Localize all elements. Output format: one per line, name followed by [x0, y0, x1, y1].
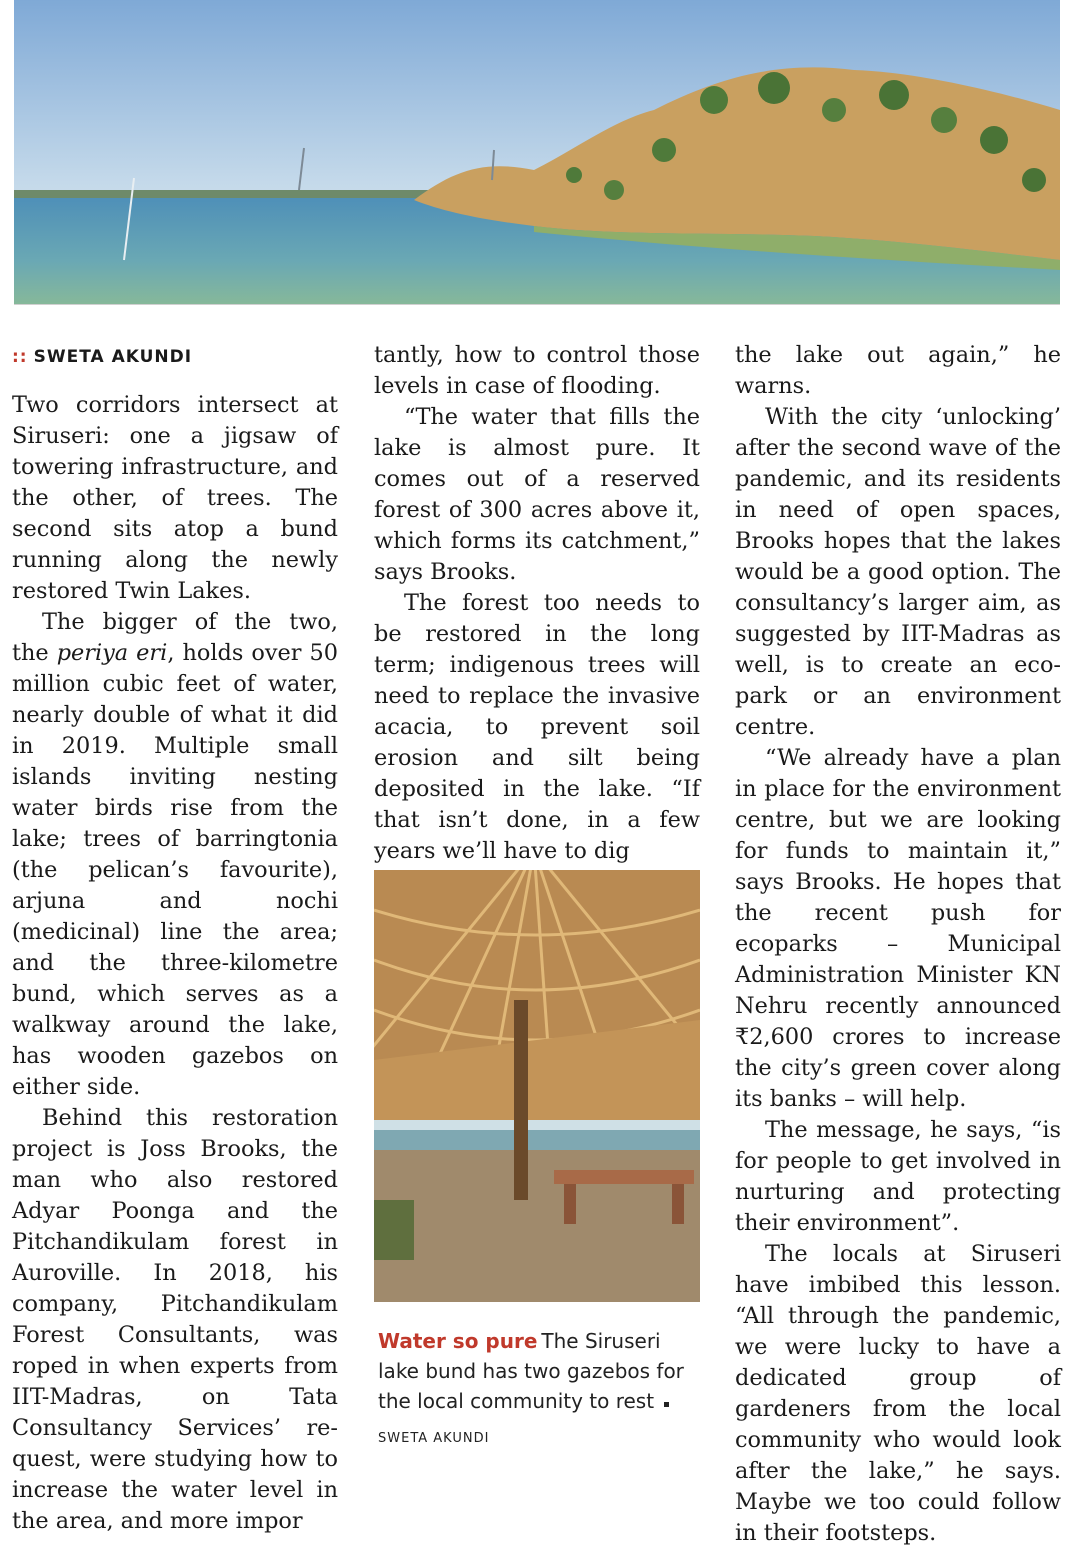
paragraph: “The water that fills the lake is almost pure. It comes out of a reserved forest of 300 acres above it, which forms its catchment,” says Brooks. — [374, 404, 700, 585]
lake-photo — [14, 0, 1060, 305]
paragraph: With the city ‘unlocking’ after the second wave of the pandemic, and its residents in need of open spaces, Brooks hopes that the lakes would be a good option. The consultancy’s larger aim, as suggested by IIT-Madras as well, is to create an eco-park or an environment centre. — [735, 404, 1061, 740]
photo-caption — [378, 1326, 698, 1454]
caption-text: The Siruseri lake bund has two gazebos for the local community to rest — [378, 1329, 684, 1413]
paragraph: tantly, how to control those levels in case of flooding. — [374, 342, 700, 399]
gazebo-photo — [374, 870, 700, 1302]
paragraph: The message, he says, “is for people to get involved in nurturing and protecting their environment”. — [735, 1117, 1061, 1236]
byline-marker: :: — [12, 347, 28, 367]
byline — [12, 346, 338, 368]
paragraph: The forest too needs to be restored in the long term; indigenous trees will need to replace the invasive acacia, to prevent soil erosion and silt being deposited in the lake. “If that isn’t done, in a few years we’ll have to dig — [374, 590, 700, 864]
paragraph: “We already have a plan in place for the environment centre, but we are looking for funds to maintain it,” says Brooks. He hopes that the recent push for ecoparks – Municipal Administration Minister KN Nehru recently announced ₹2,600 crores to increase the city’s green cover along its banks – will help. — [735, 745, 1061, 1112]
paragraph: The locals at Siruseri have imbibed this lesson. “All through the pandemic, we were lucky to have a dedicated group of gardeners from the local community who would look after the lake,” he says. Maybe we too could follow in their footsteps. — [735, 1241, 1061, 1546]
paragraph: The bigger of the two, the periya eri, holds over 50 million cubic feet of water, nearly double of what it did in 2019. Multiple small islands inviting nesting water birds rise from the lake; trees of barringtonia (the pelican’s favourite), arjuna and nochi (medicinal) line the area; and the three-kilometre bund, which serves as a walkway around the lake, has wooden gazebos on either side. — [12, 609, 338, 1100]
paragraph: Behind this restoration project is Joss Brooks, the man who also restored Adyar Poonga and the Pitchandikulam forest in Auroville. In 2018, his company, Pitchandikulam Forest Consultants, was roped in when experts from IIT-Madras, on Tata Consultancy Services’ request, were studying how to increase the water level in the area, and more impor — [12, 1105, 338, 1534]
credit-square-icon — [664, 1402, 669, 1407]
caption-lead: Water so pure — [378, 1329, 538, 1353]
caption-credit: SWETA AKUNDI — [378, 1397, 674, 1446]
byline-author: SWETA AKUNDI — [33, 347, 193, 367]
article-column-3 — [735, 340, 1061, 1549]
paragraph: the lake out again,” he warns. — [735, 342, 1061, 399]
periya-eri-term: periya eri — [56, 640, 168, 666]
article-column-2 — [374, 340, 700, 867]
paragraph: Two corridors intersect at Siruseri: one a jigsaw of towering infrastructure, and the other, of trees. The second sits atop a bund running along the newly restored Twin Lakes. — [12, 392, 338, 604]
article-column-1 — [12, 338, 338, 1537]
